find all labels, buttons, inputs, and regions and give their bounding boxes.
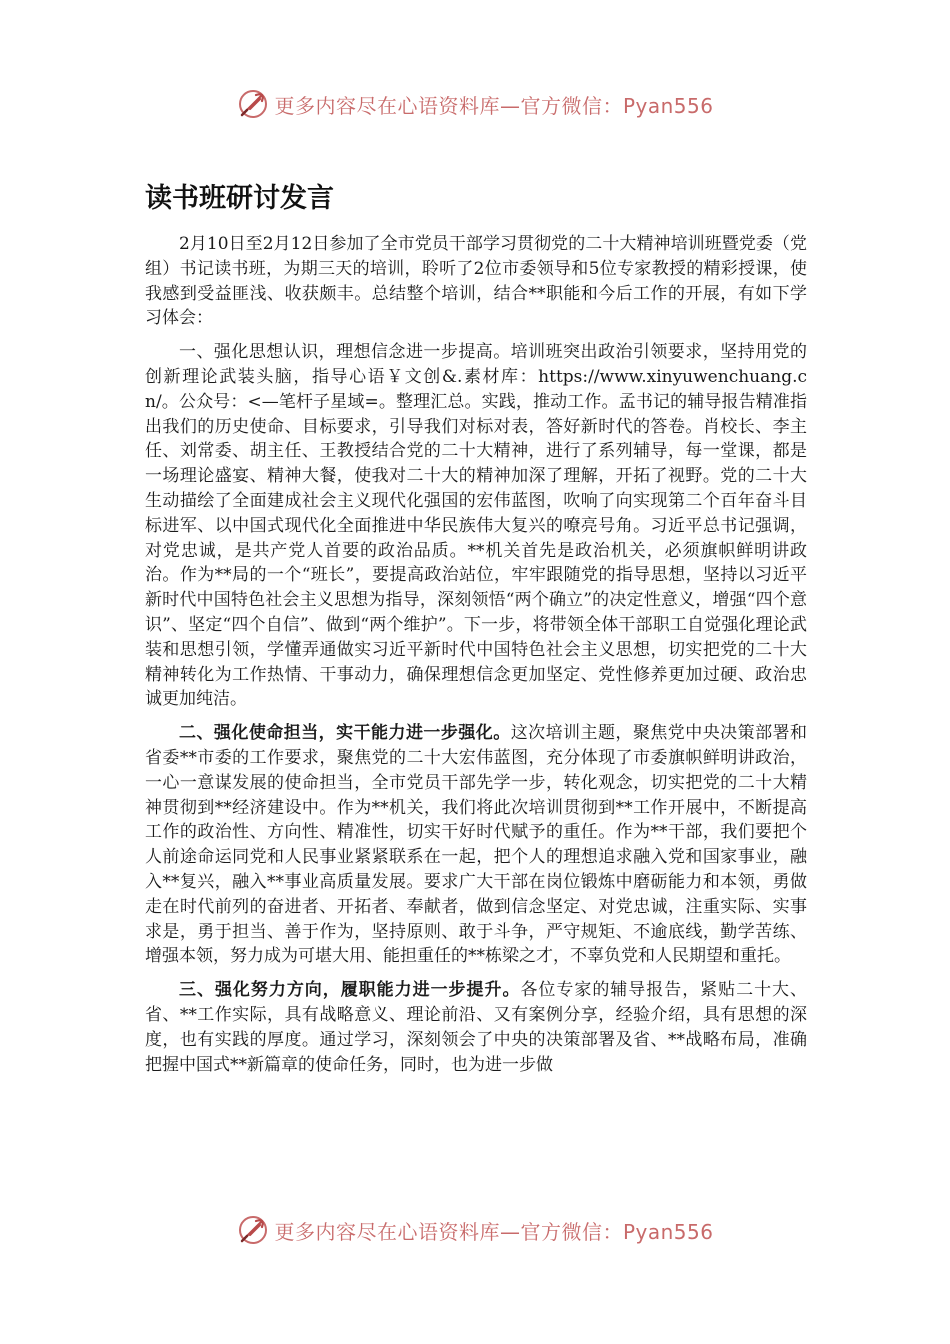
page-title: 读书班研讨发言 — [145, 183, 334, 214]
paragraph-section-3: 三、强化努力方向，履职能力进一步提升。各位专家的辅导报告，紧贴二十大、省、**工作实际，具有战略意义、理论前沿、又有案例分享，经验介绍，具有思想的深度，也有实践的厚度。通过学习，深刻领会了中央的决策部署及省、**战略布局，准确把握中国式**新篇章的使命任务，同时，也为进一步做 — [145, 980, 808, 1075]
footer-watermark-banner — [0, 1210, 950, 1250]
paragraph-intro: 2月10日至2月12日参加了全市党员干部学习贯彻党的二十大精神培训班暨党委（党组）书记读书班，为期三天的培训，聆听了2位市委领导和5位专家教授的精彩授课，使我感到受益匪浅、收获颇丰。总结整个培训，结合**职能和今后工作的开展，有如下学习体会： — [145, 234, 807, 329]
banner-text: 更多内容尽在心语资料库—官方微信：Pyan556 — [274, 1219, 714, 1244]
header-watermark-banner — [0, 84, 950, 124]
quill-seal-icon — [236, 1213, 270, 1247]
quill-seal-icon — [236, 87, 270, 121]
section-heading: 三、强化努力方向，履职能力进一步提升。 — [179, 980, 521, 1001]
paragraph-section-2: 二、强化使命担当，实干能力进一步强化。这次培训主题，聚焦党中央决策部署和省委**市委的工作要求，聚焦党的二十大宏伟蓝图，充分体现了市委旗帜鲜明讲政治，一心一意谋发展的使命担当，全市党员干部先学一步，转化观念，切实把党的二十大精神贯彻到**经济建设中。作为**机关，我们将此次培训贯彻到**工作开展中，不断提高工作的政治性、方向性、精准性，切实干好时代赋予的重任。作为**干部，我们要把个人前途命运同党和人民事业紧紧联系在一起，把个人的理想追求融入党和国家事业，融入**复兴，融入**事业高质量发展。要求广大干部在岗位锻炼中磨砺能力和本领，勇做走在时代前列的奋进者、开拓者、奉献者，做到信念坚定、对党忠诚，注重实际、实事求是，勇于担当、善于作为，坚持原则、敢于斗争，严守规矩、不逾底线，勤学苦练、增强本领，努力成为可堪大用、能担重任的**栋梁之才，不辜负党和人民期望和重托。 — [145, 723, 808, 967]
banner-text: 更多内容尽在心语资料库—官方微信：Pyan556 — [274, 93, 714, 118]
document-body — [145, 232, 807, 1086]
paragraph-section-1: 一、强化思想认识，理想信念进一步提高。培训班突出政治引领要求，坚持用党的创新理论武装头脑，指导心语￥文创&.素材库：https://www.xinyuwenchuang.cn/。公众号：<—笔杆子星域=。整理汇总。实践，推动工作。孟书记的辅导报告精准指出我们的历史使命、目标要求，引导我们对标对表，答好新时代的答卷。肖校长、李主任、刘常委、胡主任、王教授结合党的二十大精神，进行了系列辅导，每一堂课，都是一场理论盛宴、精神大餐，使我对二十大的精神加深了理解，开拓了视野。党的二十大生动描绘了全面建成社会主义现代化强国的宏伟蓝图，吹响了向实现第二个百年奋斗目标进军、以中国式现代化全面推进中华民族伟大复兴的嘹亮号角。习近平总书记强调，对党忠诚，是共产党人首要的政治品质。**机关首先是政治机关，必须旗帜鲜明讲政治。作为**局的一个“班长”，要提高政治站位，牢牢跟随党的指导思想，坚持以习近平新时代中国特色社会主义思想为指导，深刻领悟“两个确立”的决定性意义，增强“四个意识”、坚定“四个自信”、做到“两个维护”。下一步，将带领全体干部职工自觉强化理论武装和思想引领，学懂弄通做实习近平新时代中国特色社会主义思想，切实把党的二十大精神转化为工作热情、干事动力，确保理想信念更加坚定、党性修养更加过硬、政治忠诚更加纯洁。 — [145, 342, 807, 710]
section-heading: 二、强化使命担当，实干能力进一步强化。 — [179, 723, 511, 744]
